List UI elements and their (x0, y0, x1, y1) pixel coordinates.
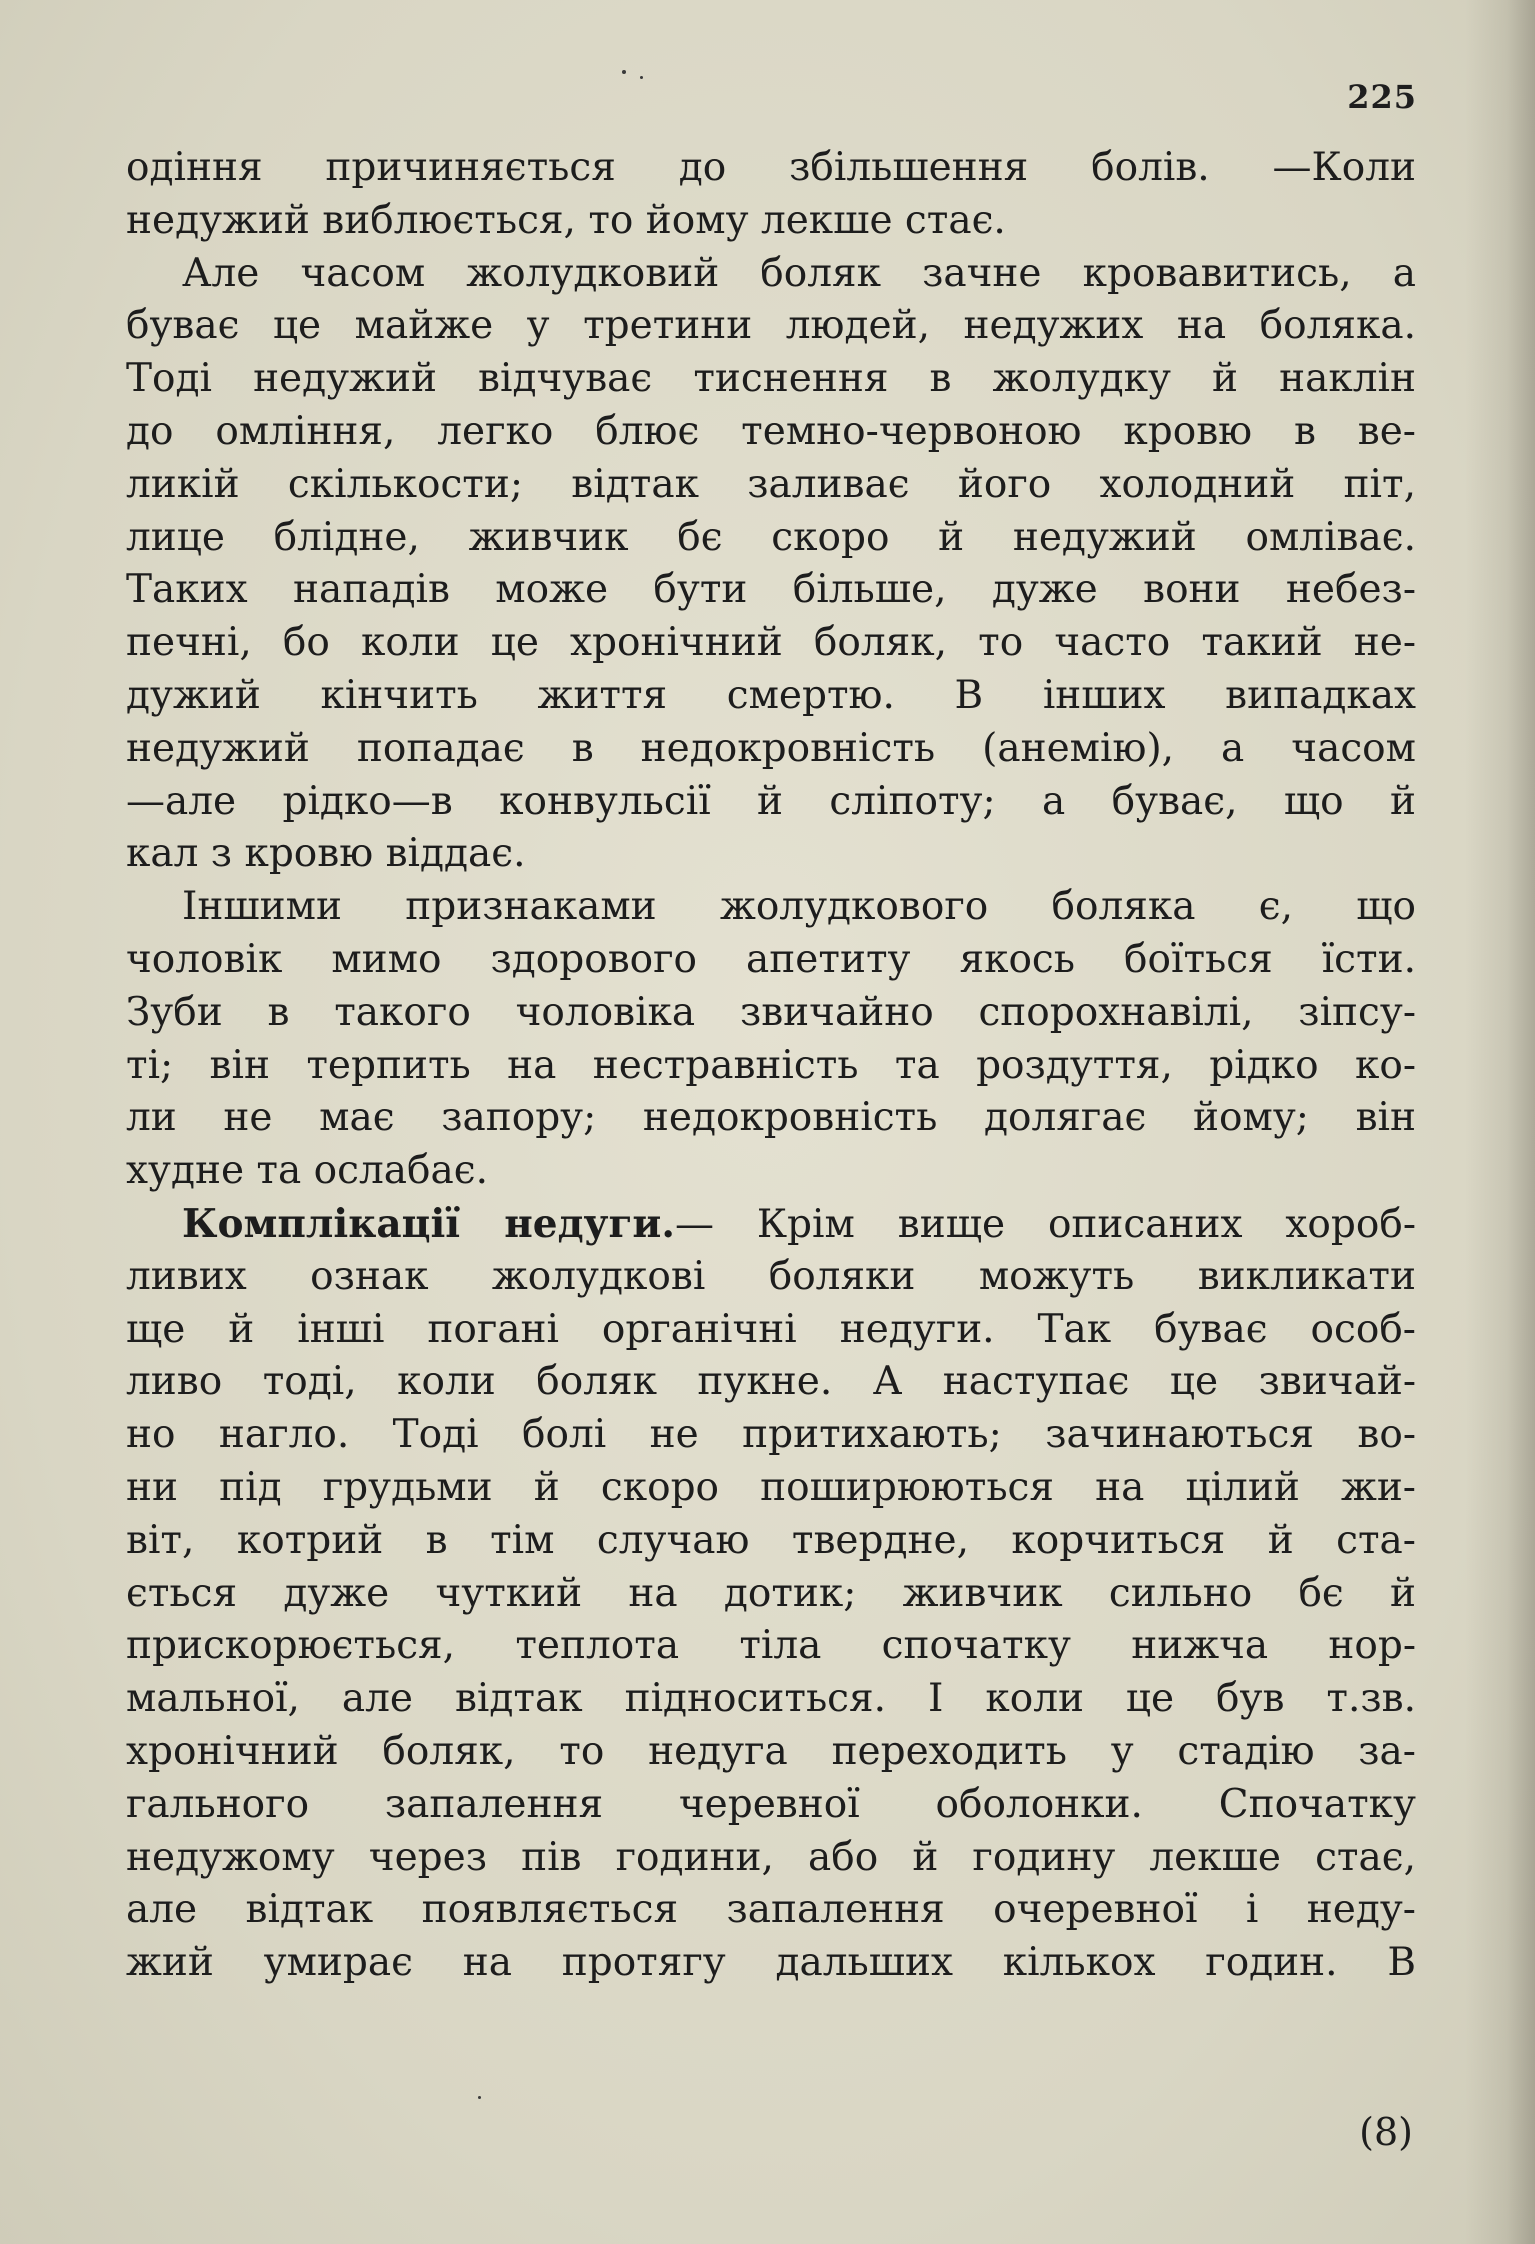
text-line: недужому через пів години, або й годину лекше стає, (126, 1834, 1416, 1880)
text-line: до омління, легко блює темно-червоною кровю в ве- (126, 408, 1416, 454)
text-line: недужий виблюється, то йому лекше стає. (126, 197, 1006, 243)
signature-mark: (8) (1359, 2110, 1413, 2154)
text-line-with-heading (126, 1198, 1416, 1251)
text-line: ли не має запору; недокровність долягає йому; він (126, 1095, 1416, 1141)
text-line: мальної, але відтак підноситься. І коли це був т.зв. (126, 1676, 1416, 1722)
text-line: кал з кровю віддає. (126, 831, 526, 877)
text-line: ливих ознак жолудкові боляки можуть викликати (126, 1253, 1416, 1299)
text-line: хронічний боляк, то недуга переходить у стадію за- (126, 1728, 1416, 1774)
text-line: печні, бо коли це хронічний боляк, то часто такий не- (126, 620, 1416, 666)
page-edge-shadow (1465, 0, 1535, 2244)
text-line: жий умирає на протягу дальших кількох годин. В (126, 1940, 1416, 1986)
text-line: буває це майже у третини людей, недужих на боляка. (126, 303, 1416, 349)
text-line: лице бліднe, живчик бє скоро й недужий омліває. (126, 514, 1416, 560)
page-number: 225 (1347, 78, 1417, 116)
text-line: ється дуже чуткий на дотик; живчик сильно бє й (126, 1570, 1416, 1616)
print-speck (640, 76, 643, 79)
text-line: ливо тоді, коли боляк пукне. А наступає це звичай- (126, 1359, 1416, 1405)
text-line: но нагло. Тоді болі не притихають; зачинаються во- (126, 1412, 1416, 1458)
text-line: недужий попадає в недокровність (анемію), а часом (126, 725, 1416, 771)
print-speck (478, 2096, 481, 2099)
text-line: ликій скількости; відтак заливає його холодний піт, (126, 461, 1416, 507)
text-line: Таких нападів може бути більше, дуже вони небез- (126, 567, 1416, 613)
text-line: одіння причиняється до збільшення болів. —Коли (126, 145, 1416, 190)
text-line: — Крім вище описаних хороб- (674, 1201, 1416, 1247)
print-speck (622, 70, 626, 74)
text-line: Але часом жолудковий боляк зачне кровавитись, а (182, 250, 1416, 296)
text-line: дужий кінчить життя смертю. В інших випадках (126, 672, 1416, 718)
text-line: віт, котрий в тім случаю твердне, корчиться й ста- (126, 1517, 1416, 1563)
text-line: ни під грудьми й скоро поширюються на цілий жи- (126, 1464, 1416, 1510)
text-line: Тоді недужий відчуває тиснення в жолудку й наклін (126, 356, 1416, 402)
text-line: прискорюється, теплота тіла спочатку нижча нор- (126, 1623, 1416, 1669)
body-text (126, 142, 1416, 1990)
text-line: але відтак появляється запалення очеревної і неду- (126, 1887, 1416, 1933)
text-line: ще й інші погані органічні недуги. Так буває особ- (126, 1306, 1416, 1352)
text-line: гального запалення черевної оболонки. Спочатку (126, 1781, 1416, 1827)
text-line: Зуби в такого чоловіка звичайно спорохнавілі, зіпсу- (126, 989, 1416, 1035)
section-heading: Комплікації недуги. (182, 1200, 675, 1247)
text-line: худне та ослабає. (126, 1148, 488, 1194)
text-line: Іншими признаками жолудкового боляка є, що (182, 884, 1416, 930)
text-line: —але рідко—в конвульсії й сліпоту; а буває, що й (126, 778, 1416, 824)
text-line: ті; він терпить на нестравність та роздуття, рідко ко- (126, 1042, 1416, 1088)
text-line: чоловік мимо здорового апетиту якось боїться їсти. (126, 936, 1416, 982)
